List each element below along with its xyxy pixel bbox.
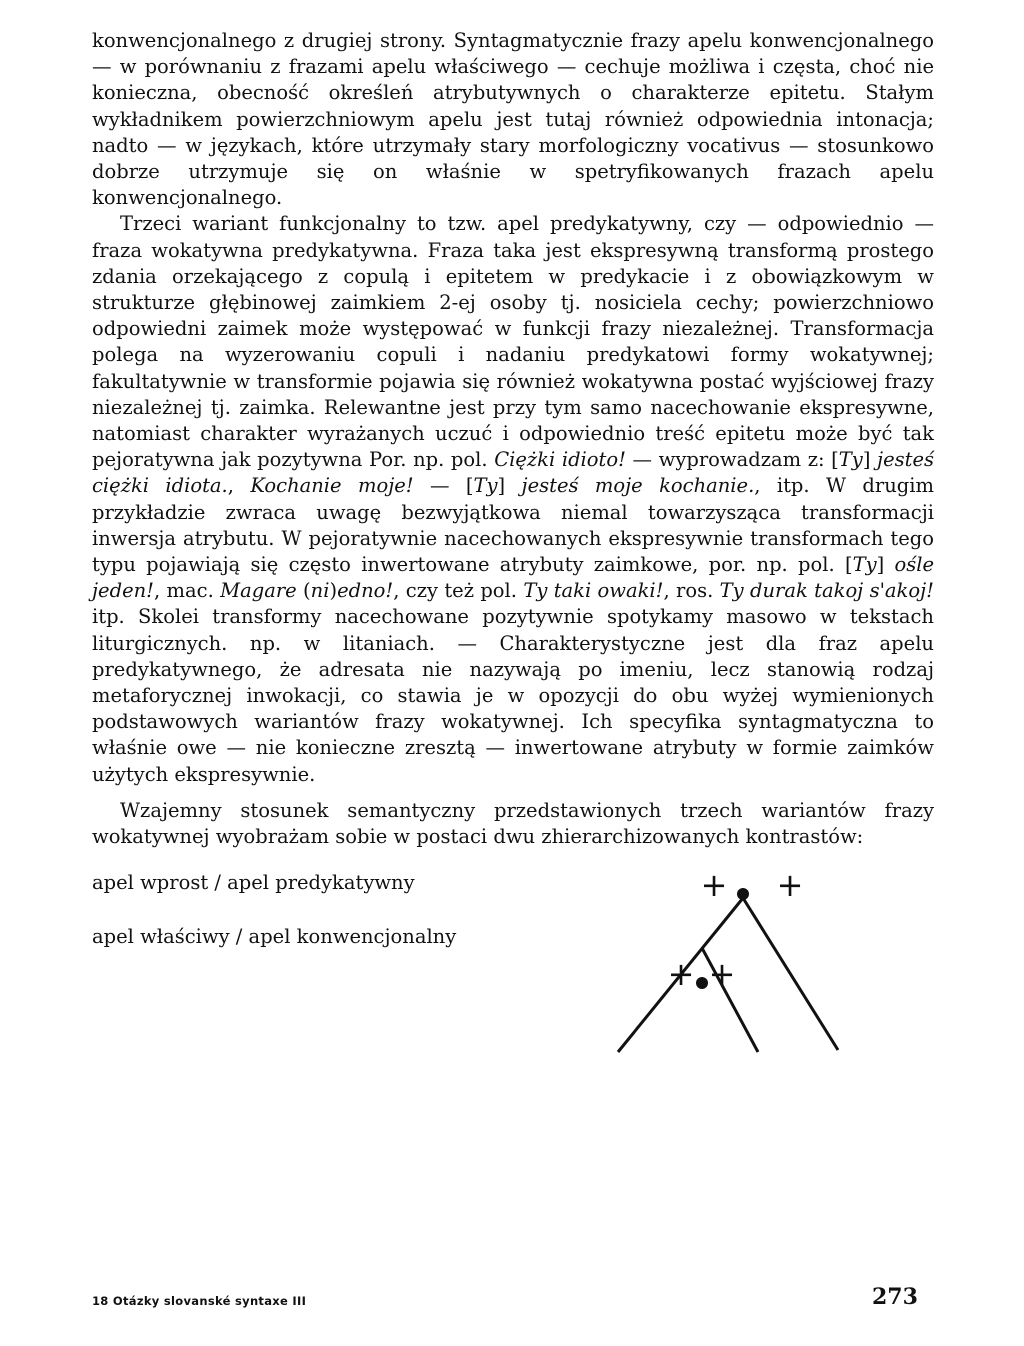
paragraph-text: , ros.	[663, 579, 720, 603]
body-paragraph	[92, 211, 934, 787]
contrast-line-1: apel wprost / apel predykatywny	[92, 871, 415, 894]
body-paragraph	[92, 798, 934, 850]
tree-plus-lower-left: +	[667, 955, 695, 993]
tree-lower-node	[696, 977, 708, 989]
tree-plus-upper-right: +	[776, 866, 804, 904]
paragraph-text: (	[296, 579, 311, 603]
paragraph-text: itp. Skolei transformy nacechowane pozytywnie spotykamy masowo w tekstach liturgicznych. np. w litaniach. — Charakterystyczne jest dla fraz apelu predykatywnego, że adresata nie nazywają po imeniu, lecz stanowią rodzaj metaforycznej inwokacji, co stawia je w opozycji do obu wyżej wymienionych podstawowych wariantów frazy wokatywnej. Ich specyfika syntagmatyczna to właśnie owe — nie konieczne zresztą — inwertowane atrybuty w formie zaimków użytych ekspresywnie.	[92, 605, 934, 786]
tree-plus-upper-left: +	[700, 866, 728, 904]
paragraph-text: ]	[876, 553, 895, 577]
page-body	[92, 28, 934, 850]
tree-upper-right-branch	[743, 898, 838, 1050]
paragraph-text: — [	[413, 474, 474, 498]
paragraph-text: Trzeci wariant funkcjonalny to tzw. apel predykatywny, czy — odpowiednio — fraza wokatywna predykatywna. Fraza taka jest ekspresywną transformą prostego zdania orzekającego z copulą i epitetem w predykacie i z obowiązkowym w strukturze głębinowej zaimkiem 2-ej osoby tj. nosiciela cechy; powierzchniowo odpowiedni zaimek może występować w funkcji frazy niezależnej. Transformacja polega na wyzerowaniu copuli i nadaniu predykatowi formy wokatywnej; fakultatywnie w transformie pojawia się również wokatywna postać wyjściowej frazy niezależnej tj. zaimka. Relewantne jest przy tym samo nacechowanie ekspresywne, natomiast charakter wyrażanych uczuć i odpowiednio treść epitetu może być tak pejoratywna jak pozytywna Por. np. pol.	[92, 212, 934, 472]
italic-example-text: Magare	[220, 579, 297, 603]
italic-example-text: Kochanie moje!	[250, 474, 414, 498]
paragraph-text: konwencjonalnego z drugiej strony. Syntagmatycznie frazy apelu konwencjonalnego — w porównaniu z frazami apelu właściwego — cechuje możliwa i częsta, choć nie konieczna, obecność określeń atrybutywnych o charakterze epitetu. Stałym wykładnikem powierzchniowym apelu jest tutaj również odpowiednia intonacja; nadto — w językach, które utrzymały stary morfologiczny vocativus — stosunkowo dobrze utrzymuje się on właśnie w spetryfikowanych frazach apelu konwencjonalnego.	[92, 29, 934, 210]
italic-example-text: Ty	[838, 448, 863, 472]
italic-example-text: Ty	[852, 553, 877, 577]
paragraph-text: Wzajemny stosunek semantyczny przedstawionych trzech wariantów frazy wokatywnej wyobrażam sobie w postaci dwu zhierarchizowanych kontrastów:	[92, 798, 934, 849]
paragraph-text: )	[329, 579, 338, 603]
paragraph-text: ]	[862, 448, 878, 472]
tree-plus-lower-right: +	[708, 955, 736, 993]
paragraph-text: , czy też pol.	[393, 579, 524, 603]
italic-example-text: jesteś moje kochanie.	[521, 474, 755, 498]
body-paragraph	[92, 28, 934, 211]
italic-example-text: jesteś ciężki idiota.	[92, 448, 935, 498]
page-number: 273	[872, 1284, 918, 1310]
italic-example-text: Ty durak takoj s'akoj!	[719, 579, 935, 603]
italic-example-text: Ciężki idioto!	[494, 448, 626, 472]
contrast-tree-diagram	[580, 860, 840, 1080]
paragraph-text: ,	[227, 474, 251, 498]
italic-example-text: Ty taki owaki!	[523, 579, 664, 603]
italic-example-text: ośle jeden!	[92, 553, 935, 603]
italic-example-text: edno!	[337, 579, 394, 603]
paragraph-text: , mac.	[154, 579, 221, 603]
italic-example-text: ni	[310, 579, 330, 603]
paragraph-text: , itp. W drugim przykładzie zwraca uwagę bezwyjątkowa niemal towarzysząca transformacji inwersja atrybutu. W pejoratywnie nacechowanych ekspresywnie transformach tego typu pojawiają się często inwertowane atrybuty zaimkowe, por. np. pol. [	[92, 474, 934, 577]
body-text	[92, 28, 934, 850]
italic-example-text: Ty	[473, 474, 498, 498]
paragraph-text: — wyprowadzam z: [	[625, 448, 839, 472]
footer-series-title: 18 Otázky slovanské syntaxe III	[92, 1294, 307, 1308]
contrast-line-2: apel właściwy / apel konwencjonalny	[92, 925, 457, 948]
tree-upper-node	[737, 888, 749, 900]
paragraph-text: ]	[497, 474, 522, 498]
